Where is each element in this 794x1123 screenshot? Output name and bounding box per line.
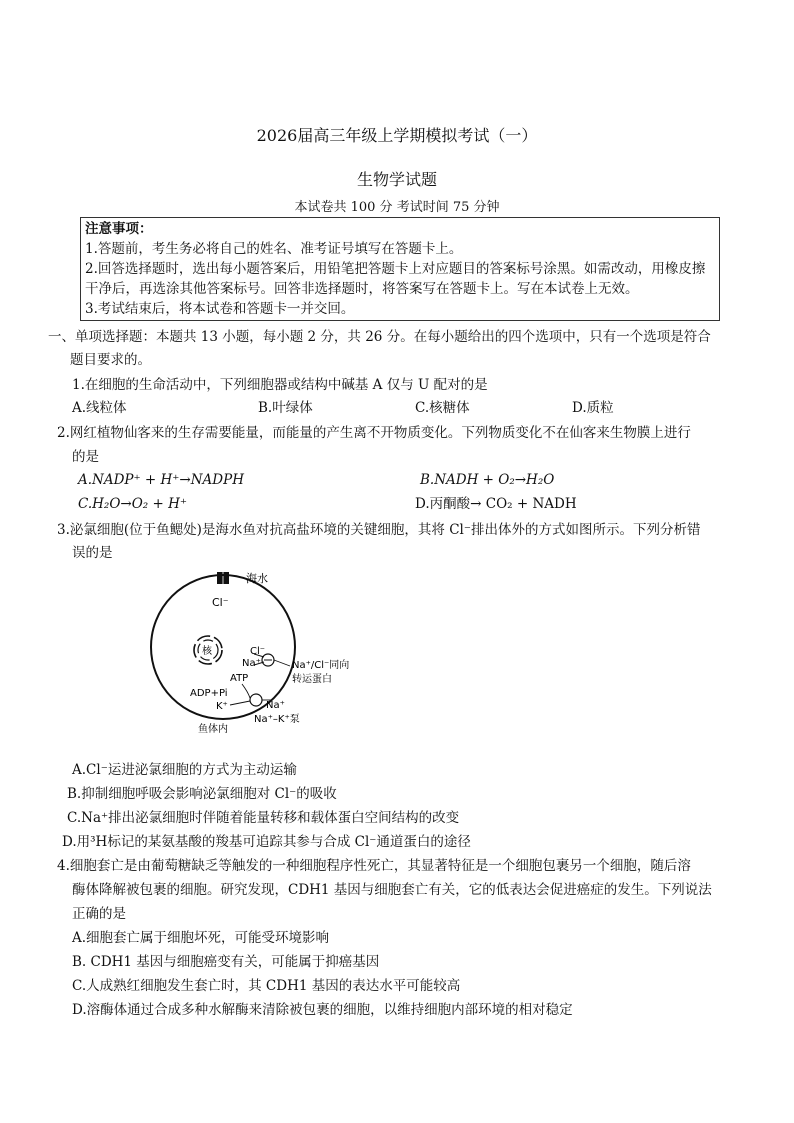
question-1-stem: 1.在细胞的生命活动中，下列细胞器或结构中碱基 A 仅与 U 配对的是 xyxy=(72,377,488,393)
q2-option-d: D.丙酮酸→ CO₂ + NADH xyxy=(415,496,577,512)
atp-label: ATP xyxy=(230,673,249,684)
q3-option-c: C.Na⁺排出泌氯细胞时伴随着能量转移和载体蛋白空间结构的改变 xyxy=(67,810,460,826)
notice-item: 干净后，再选涂其他答案标号。回答非选择题时，将答案写在答题卡上。写在本试卷上无效。 xyxy=(85,281,639,297)
question-4-stem-cont2: 正确的是 xyxy=(72,906,126,922)
chloride-cell-diagram xyxy=(138,572,368,742)
q3-option-b: B.抑制细胞呼吸会影响泌氯细胞对 Cl⁻的吸收 xyxy=(67,786,337,802)
k-label: K⁺ xyxy=(216,701,228,712)
k-influx-arrow xyxy=(230,701,250,705)
question-4-stem-cont: 酶体降解被包裹的细胞。研究发现，CDH1 基因与细胞套亡有关，它的低表达会促进癌症的发生。下列说法 xyxy=(72,882,712,898)
q4-option-d: D.溶酶体通过合成多种水解酶来清除被包裹的细胞，以维持细胞内部环境的相对稳定 xyxy=(72,1002,573,1018)
question-4-stem: 4.细胞套亡是由葡萄糖缺乏等触发的一种细胞程序性死亡，其显著特征是一个细胞包裹另一个细胞，随后溶 xyxy=(57,858,691,874)
cl-channel-right xyxy=(224,572,229,584)
section-heading-cont: 题目要求的。 xyxy=(70,352,151,368)
q3-option-d: D.用³H标记的某氨基酸的羧基可追踪其参与合成 Cl⁻通道蛋白的途径 xyxy=(62,834,471,850)
notice-item: 2.回答选择题时，选出每小题答案后，用铅笔把答题卡上对应题目的答案标号涂黑。如需改动，用橡皮擦 xyxy=(85,261,706,277)
q1-option-a: A.线粒体 xyxy=(72,400,127,416)
q4-option-c: C.人成熟红细胞发生套亡时，其 CDH1 基因的表达水平可能较高 xyxy=(72,978,461,994)
notice-item: 1.答题前，考生务必将自己的姓名、准考证号填写在答题卡上。 xyxy=(85,241,463,257)
na-in-label: Na⁺ xyxy=(242,658,261,669)
question-3-stem: 3.泌氯细胞(位于鱼鳃处)是海水鱼对抗高盐环境的关键细胞，其将 Cl⁻排出体外的方式如图所示。下列分析错 xyxy=(57,522,701,538)
subject-title: 生物学试题 xyxy=(356,170,437,189)
question-3-stem-cont: 误的是 xyxy=(72,545,113,561)
q1-option-d: D.质粒 xyxy=(572,400,614,416)
section-heading: 一、单项选择题：本题共 13 小题，每小题 2 分，共 26 分。在每小题给出的四个选项中，只有一个选项是符合 xyxy=(48,329,711,345)
symporter-label-2: 转运蛋白 xyxy=(292,674,332,685)
notice-item: 3.考试结束后，将本试卷和答题卡一并交回。 xyxy=(85,301,355,317)
notice-head: 注意事项： xyxy=(85,221,153,237)
question-2-stem-cont: 的是 xyxy=(72,449,99,465)
question-2-stem: 2.网红植物仙客来的生存需要能量，而能量的产生离不开物质变化。下列物质变化不在仙客来生物膜上进行 xyxy=(57,425,691,441)
symporter-pointer xyxy=(274,660,290,666)
q3-option-a: A.Cl⁻运进泌氯细胞的方式为主动运输 xyxy=(72,762,297,778)
exam-title: 2026届高三年级上学期模拟考试（一） xyxy=(256,126,538,145)
seawater-label: 海水 xyxy=(246,572,268,585)
cl-out-label: Cl⁻ xyxy=(212,596,229,609)
pump-label: Na⁺–K⁺泵 xyxy=(254,714,300,725)
q1-option-b: B.叶绿体 xyxy=(258,400,313,416)
q2-option-b: B.NADH + O₂→H₂O xyxy=(420,472,555,488)
nucleus-label: 核 xyxy=(202,646,212,657)
notice-box xyxy=(80,217,720,321)
atp-arrow xyxy=(242,684,250,698)
q2-option-c: C.H₂O→O₂ + H⁺ xyxy=(78,496,187,512)
q4-option-b: B. CDH1 基因与细胞癌变有关，可能属于抑癌基因 xyxy=(72,954,380,970)
cl-channel-left xyxy=(217,572,222,584)
fish-inside-label: 鱼体内 xyxy=(198,724,228,735)
adp-label: ADP+Pi xyxy=(190,688,228,699)
symporter-label-1: Na⁺/Cl⁻同向 xyxy=(292,660,350,671)
q1-option-c: C.核糖体 xyxy=(415,400,470,416)
q2-option-a: A.NADP⁺ + H⁺→NADPH xyxy=(78,472,244,488)
pump-icon xyxy=(250,694,262,706)
exam-info: 本试卷共 100 分 考试时间 75 分钟 xyxy=(294,200,500,215)
cl-in-label: Cl⁻ xyxy=(250,646,266,657)
na-pump-label: Na⁺ xyxy=(266,700,285,711)
q4-option-a: A.细胞套亡属于细胞坏死，可能受环境影响 xyxy=(72,930,330,946)
